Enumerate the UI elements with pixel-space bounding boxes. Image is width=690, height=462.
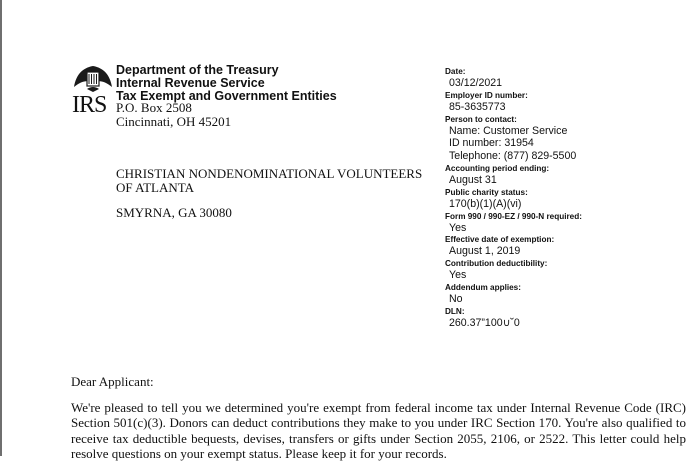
field-label: Form 990 / 990-EZ / 990-N required: [445,211,582,221]
irs-logo [72,63,114,119]
field-ein [445,91,685,114]
field-label: Person to contact: [445,114,517,124]
field-value: ID number: 31954 [449,137,534,150]
recipient-name-line: OF ATLANTA [116,179,195,195]
field-label: Contribution deductibility: [445,259,548,269]
agency-line: Tax Exempt and Government Entities [116,89,337,103]
field-label: Date: [445,67,466,76]
field-value: August 31 [449,173,497,186]
letter-paragraph: We're pleased to tell you we determined you're exempt from federal income tax under Internal Revenue Code (IRC) Section 501(c)(3). Donors can deduct contributions they make to you under IRC Section 170. You're also qualified to receive tax deductible bequests, devises, transfers or gifts under Section 2055, 2106, or 2522. This letter could help resolve questions on your exempt status. Please keep it for your records. [71,399,686,461]
field-value: 03/12/2021 [449,77,503,89]
logo-wordmark: IRS [72,92,107,118]
field-value: August 1, 2019 [449,245,521,258]
field-value: Telephone: (877) 829-5500 [449,150,577,163]
address-line: Cincinnati, OH 45201 [116,113,232,129]
field-value: 170(b)(1)(A)(vi) [449,197,522,210]
page-edge [0,0,2,456]
field-value: 85-3635773 [449,100,506,113]
agency-line: Department of the Treasury [116,63,279,77]
field-value: Yes [449,269,467,282]
field-label: Effective date of exemption: [445,235,555,245]
agency-block [116,64,337,103]
field-charity-status [445,188,685,211]
field-accounting-period [445,164,685,187]
field-label: Employer ID number: [445,90,528,100]
address-line: P.O. Box 2508 [116,100,192,115]
agency-address [116,101,231,128]
field-label: Addendum applies: [445,282,521,292]
recipient-block [116,167,422,220]
info-panel [445,67,685,331]
field-value: 260.37”100∪˘0 [449,316,520,329]
agency-line: Internal Revenue Service [116,76,265,90]
field-effective-date [445,235,685,258]
letter-body [71,374,686,462]
field-value: Yes [449,221,467,234]
field-label: DLN: [445,306,465,316]
field-form-required [445,212,685,235]
salutation: Dear Applicant: [71,374,154,389]
field-value: No [449,292,463,305]
recipient-name-line: CHRISTIAN NONDENOMINATIONAL VOLUNTEERS [116,166,423,181]
field-deductibility [445,259,685,282]
field-contact [445,115,685,163]
recipient-city: SMYRNA, GA 30080 [116,205,232,220]
field-label: Public charity status: [445,187,528,197]
field-value: Name: Customer Service [449,124,568,137]
field-addendum [445,283,685,306]
field-date [445,67,685,90]
eagle-icon [72,63,114,93]
field-dln [445,307,685,330]
field-label: Accounting period ending: [445,163,550,173]
